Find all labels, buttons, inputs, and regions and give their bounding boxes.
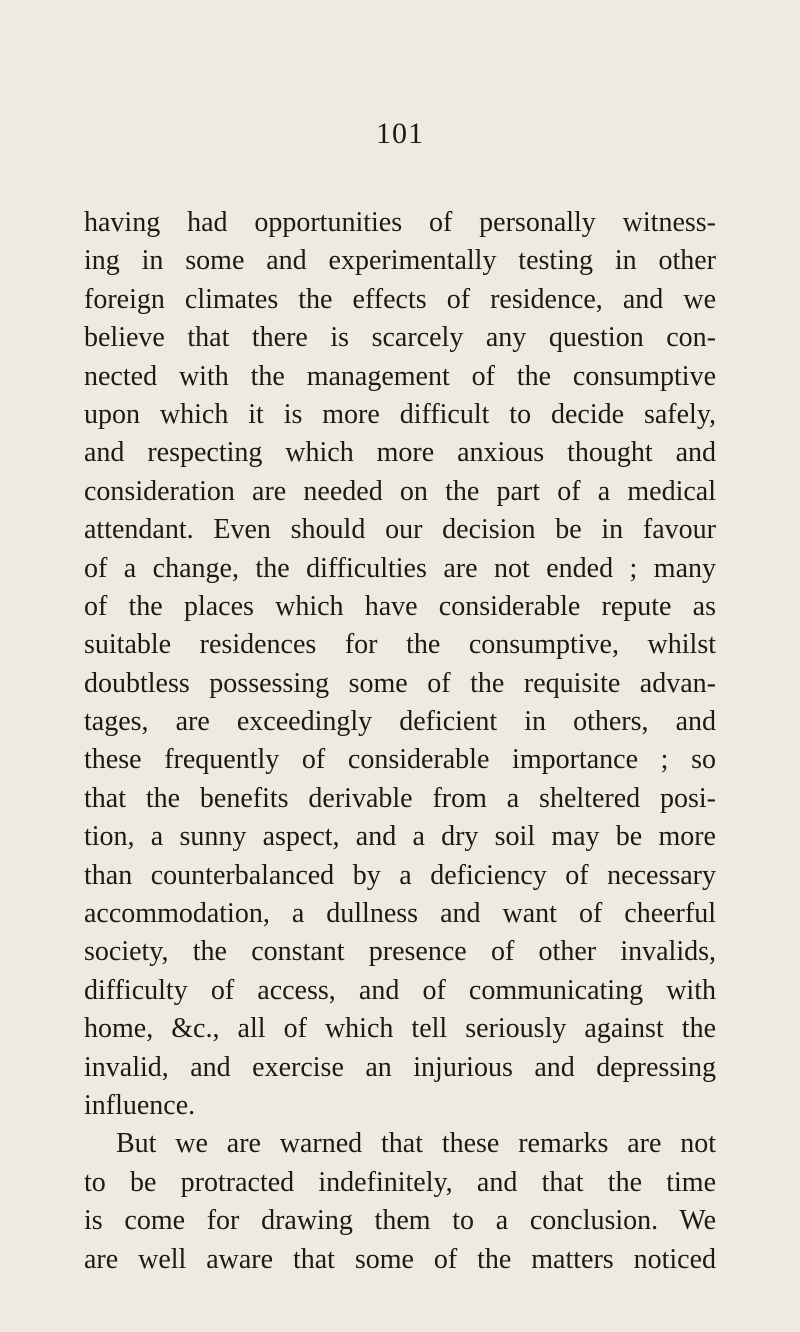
- text-line: doubtless possessing some of the requisite advan-: [84, 667, 716, 699]
- text-line: is come for drawing them to a conclusion. We: [84, 1205, 716, 1237]
- body-text: [84, 204, 716, 1279]
- text-line: tages, are exceedingly deficient in others, and: [84, 706, 716, 738]
- text-line: attendant. Even should our decision be in favour: [84, 514, 716, 546]
- text-line: consideration are needed on the part of a medical: [84, 475, 716, 507]
- text-line: influence.: [84, 1089, 196, 1121]
- text-line: accommodation, a dullness and want of cheerful: [84, 898, 716, 930]
- text-line: are well aware that some of the matters noticed: [84, 1243, 716, 1275]
- text-line: tion, a sunny aspect, and a dry soil may be more: [84, 821, 716, 853]
- text-line: of the places which have considerable repute as: [84, 590, 716, 622]
- text-line: difficulty of access, and of communicating with: [84, 974, 716, 1006]
- text-line: than counterbalanced by a deficiency of necessary: [84, 859, 716, 891]
- text-line: having had opportunities of personally witness-: [84, 207, 716, 238]
- text-line: suitable residences for the consumptive, whilst: [84, 629, 716, 661]
- text-line: foreign climates the effects of residence, and we: [84, 283, 716, 315]
- text-line: nected with the management of the consumptive: [84, 360, 716, 392]
- text-line: society, the constant presence of other invalids,: [84, 936, 716, 968]
- text-line: upon which it is more difficult to decide safely,: [84, 398, 716, 430]
- text-line: home, &c., all of which tell seriously against the: [84, 1013, 716, 1045]
- text-line: believe that there is scarcely any question con-: [84, 322, 716, 354]
- text-line: of a change, the difficulties are not ended ; many: [84, 552, 716, 584]
- text-line: to be protracted indefinitely, and that the time: [84, 1166, 716, 1198]
- text-line: and respecting which more anxious thought and: [84, 437, 716, 469]
- text-line: But we are warned that these remarks are not: [116, 1128, 716, 1160]
- page-number: 101: [376, 117, 424, 150]
- text-line: these frequently of considerable importance ; so: [84, 744, 716, 776]
- text-line: invalid, and exercise an injurious and depressing: [84, 1051, 716, 1083]
- text-line: ing in some and experimentally testing in other: [84, 245, 716, 277]
- text-line: that the benefits derivable from a sheltered posi-: [84, 782, 716, 814]
